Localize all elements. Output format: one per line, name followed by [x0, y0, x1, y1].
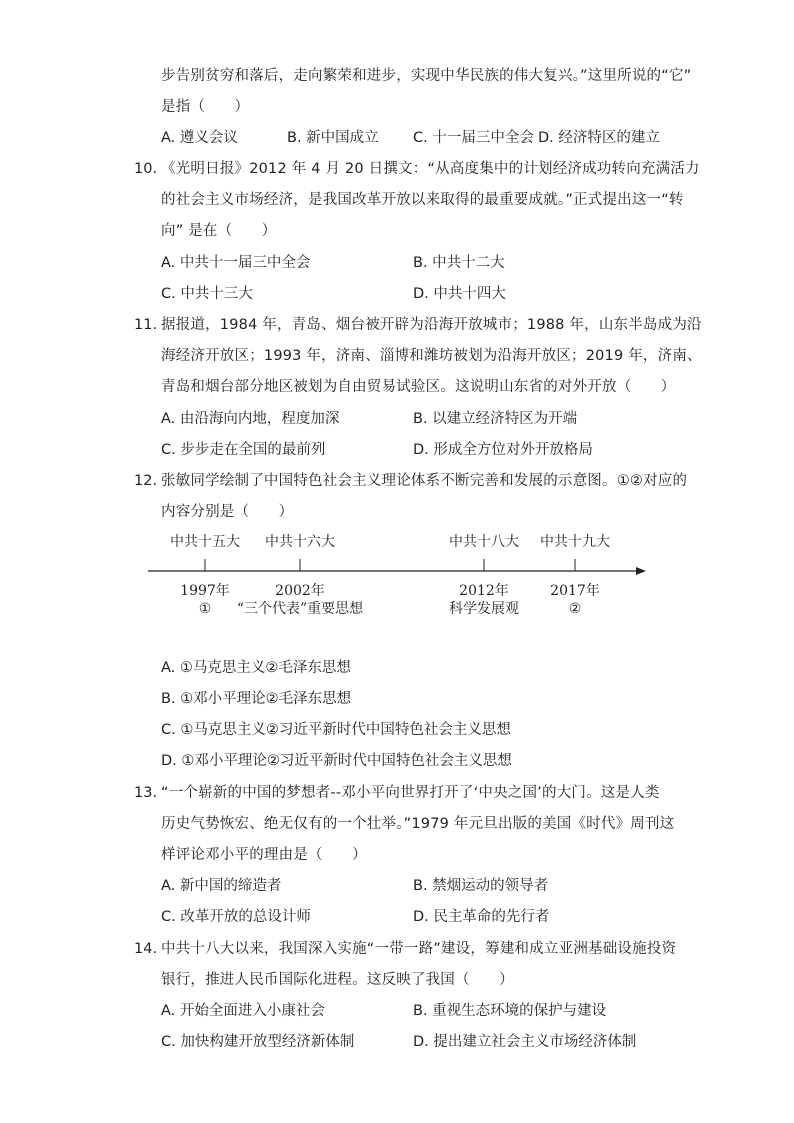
q13-stem-line2: 历史气势恢宏、绝无仅有的一个壮举。”1979 年元旦出版的美国《时代》周刊这 — [161, 816, 675, 832]
q12-stem-line2: 内容分别是（ ） — [161, 504, 294, 520]
congress-18: 中共十八大 — [449, 534, 519, 550]
timeline-arrowhead — [636, 567, 646, 575]
q14-option-a: A. 开始全面进入小康社会 — [161, 1003, 325, 1019]
congress-15: 中共十五大 — [170, 534, 240, 550]
q13-option-a: A. 新中国的缔造者 — [161, 878, 282, 894]
q13-option-d: D. 民主革命的先行者 — [413, 909, 550, 925]
q10-option-d: D. 中共十四大 — [413, 286, 506, 302]
q11-stem-line2: 海经济开放区；1993 年，济南、淄博和潍坊被划为沿海开放区；2019 年，济南、 — [161, 348, 702, 364]
q12-stem-line1: 张敏同学绘制了中国特色社会主义理论体系不断完善和发展的示意图。①②对应的 — [161, 473, 688, 489]
congress-19: 中共十九大 — [540, 534, 610, 550]
q13-option-b: B. 禁烟运动的领导者 — [413, 878, 549, 894]
q14-number: 14. — [134, 941, 158, 957]
content-2012: 科学发展观 — [449, 601, 519, 617]
year-2017: 2017年 — [550, 583, 600, 599]
q11-option-a: A. 由沿海向内地，程度加深 — [161, 411, 340, 427]
q10-option-b: B. 中共十二大 — [413, 255, 505, 271]
q11-option-b: B. 以建立经济特区为开端 — [413, 411, 578, 427]
q14-option-d: D. 提出建立社会主义市场经济体制 — [413, 1034, 637, 1050]
q10-stem-line3: 向” 是在（ ） — [161, 223, 277, 239]
q13-stem-line3: 样评论邓小平的理由是（ ） — [161, 847, 367, 863]
q12-timeline-diagram — [140, 525, 660, 625]
q14-option-c: C. 加快构建开放型经济新体制 — [161, 1034, 355, 1050]
q9-option-d: D. 经济特区的建立 — [538, 130, 660, 146]
content-2017: ② — [568, 601, 582, 617]
q14-stem-line1: 中共十八大以来，我国深入实施“一带一路”建设，筹建和成立亚洲基础设施投资 — [161, 941, 677, 957]
q10-number: 10. — [134, 161, 158, 177]
q9-option-c: C. 十一届三中全会 — [413, 130, 534, 146]
q9-option-b: B. 新中国成立 — [287, 130, 379, 146]
q10-option-c: C. 中共十三大 — [161, 286, 253, 302]
q11-option-d: D. 形成全方位对外开放格局 — [413, 442, 593, 458]
q10-option-a: A. 中共十一届三中全会 — [161, 255, 311, 271]
q12-number: 12. — [134, 473, 158, 489]
year-2012: 2012年 — [459, 583, 509, 599]
q10-stem-line2: 的社会主义市场经济，是我国改革开放以来取得的最重要成就。”正式提出这一“转 — [161, 192, 684, 208]
q12-option-b: B. ①邓小平理论②毛泽东思想 — [161, 691, 352, 707]
q11-stem-line1: 据报道，1984 年，青岛、烟台被开辟为沿海开放城市；1988 年，山东半岛成为沿 — [161, 317, 702, 333]
q9-option-a: A. 遵义会议 — [161, 130, 238, 146]
year-2002: 2002年 — [275, 583, 325, 599]
q9-stem-line1: 步告别贫穷和落后，走向繁荣和进步，实现中华民族的伟大复兴。”这里所说的“它” — [161, 68, 692, 84]
content-1997: ① — [198, 601, 212, 617]
year-1997: 1997年 — [180, 583, 230, 599]
content-2002: “三个代表”重要思想 — [236, 601, 364, 617]
q13-option-c: C. 改革开放的总设计师 — [161, 909, 311, 925]
q11-option-c: C. 步步走在全国的最前列 — [161, 442, 326, 458]
q13-number: 13. — [134, 785, 158, 801]
q9-stem-line2: 是指（ ） — [161, 99, 250, 115]
q11-number: 11. — [134, 317, 158, 333]
q14-stem-line2: 银行，推进人民币国际化进程。这反映了我国（ ） — [161, 972, 514, 988]
q12-option-c: C. ①马克思主义②习近平新时代中国特色社会主义思想 — [161, 722, 511, 738]
q14-option-b: B. 重视生态环境的保护与建设 — [413, 1003, 607, 1019]
q10-stem-line1: 《光明日报》2012 年 4 月 20 日撰文：“从高度集中的计划经济成功转向充满活力 — [161, 161, 700, 177]
q12-option-a: A. ①马克思主义②毛泽东思想 — [161, 660, 351, 676]
q12-option-d: D. ①邓小平理论②习近平新时代中国特色社会主义思想 — [161, 753, 512, 769]
q13-stem-line1: “一个崭新的中国的梦想者--邓小平向世界打开了‘中央之国’的大门。这是人类 — [161, 785, 660, 801]
q11-stem-line3: 青岛和烟台部分地区被划为自由贸易试验区。这说明山东省的对外开放（ ） — [161, 379, 676, 395]
congress-16: 中共十六大 — [265, 534, 335, 550]
